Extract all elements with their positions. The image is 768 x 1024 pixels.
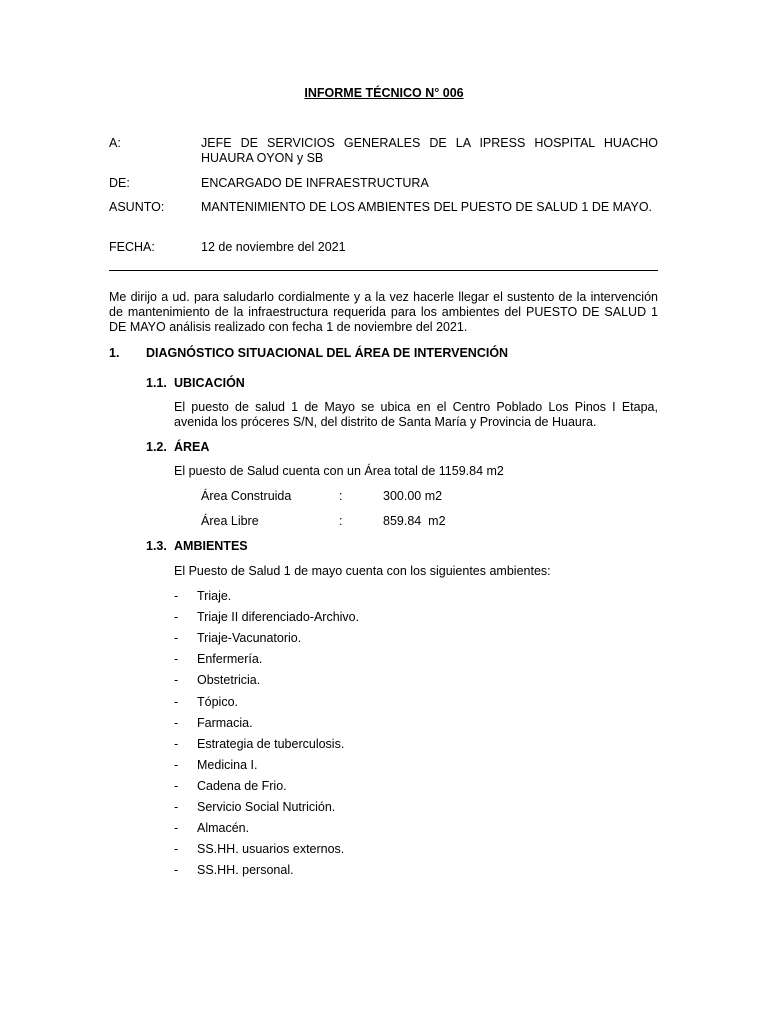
area-paragraph: El puesto de Salud cuenta con un Área total de 1159.84 m2 bbox=[174, 464, 504, 478]
list-bullet: - bbox=[174, 631, 179, 645]
header-asunto-value: MANTENIMIENTO DE LOS AMBIENTES DEL PUESTO DE SALUD 1 DE MAYO. bbox=[201, 200, 653, 214]
ambientes-paragraph: El Puesto de Salud 1 de mayo cuenta con los siguientes ambientes: bbox=[174, 564, 551, 578]
list-bullet: - bbox=[174, 863, 179, 877]
intro-paragraph: Me dirijo a ud. para saludarlo cordialmente y a la vez hacerle llegar el sustento de la intervención de mantenimiento de la infraestructura requerida para los ambientes del PUESTO DE SALUD 1 DE MAYO análisis realizado con fecha 1 de noviembre del 2021. bbox=[109, 290, 658, 334]
list-bullet: - bbox=[174, 673, 179, 687]
list-bullet: - bbox=[174, 610, 179, 624]
list-item: Tópico. bbox=[197, 695, 238, 709]
section-1-title: DIAGNÓSTICO SITUACIONAL DEL ÁREA DE INTERVENCIÓN bbox=[146, 346, 509, 360]
document-title: INFORME TÉCNICO N° 006 bbox=[304, 86, 464, 100]
list-bullet: - bbox=[174, 758, 179, 772]
header-a-label: A: bbox=[109, 136, 121, 150]
list-item: Estrategia de tuberculosis. bbox=[197, 737, 345, 751]
list-item: Triaje-Vacunatorio. bbox=[197, 631, 302, 645]
list-bullet: - bbox=[174, 800, 179, 814]
list-item: Servicio Social Nutrición. bbox=[197, 800, 336, 814]
list-item: Medicina I. bbox=[197, 758, 258, 772]
list-bullet: - bbox=[174, 821, 179, 835]
area-row-colon: : bbox=[339, 489, 343, 503]
subsection-1-1-number: 1.1. bbox=[146, 376, 167, 390]
list-item: Triaje II diferenciado-Archivo. bbox=[197, 610, 360, 624]
subsection-1-3-title: AMBIENTES bbox=[174, 539, 248, 553]
list-item: SS.HH. personal. bbox=[197, 863, 294, 877]
list-bullet: - bbox=[174, 716, 179, 730]
area-row-value: 859.84 m2 bbox=[383, 514, 446, 528]
subsection-1-2-title: ÁREA bbox=[174, 440, 210, 454]
list-item: Farmacia. bbox=[197, 716, 253, 730]
subsection-1-3-number: 1.3. bbox=[146, 539, 167, 553]
ubicacion-paragraph: El puesto de salud 1 de Mayo se ubica en el Centro Poblado Los Pinos I Etapa, avenida los próceres S/N, del distrito de Santa María y Provincia de Huaura. bbox=[174, 400, 658, 429]
list-bullet: - bbox=[174, 589, 179, 603]
header-divider bbox=[109, 270, 658, 271]
list-bullet: - bbox=[174, 779, 179, 793]
header-asunto-label: ASUNTO: bbox=[109, 200, 165, 214]
header-fecha-value: 12 de noviembre del 2021 bbox=[201, 240, 346, 254]
list-bullet: - bbox=[174, 737, 179, 751]
header-a-value: JEFE DE SERVICIOS GENERALES DE LA IPRESS HOSPITAL HUACHO HUAURA OYON y SB bbox=[201, 136, 658, 165]
area-row-colon: : bbox=[339, 514, 343, 528]
area-row-value: 300.00 m2 bbox=[383, 489, 443, 503]
area-row-name: Área Construida bbox=[201, 489, 292, 503]
list-item: Enfermería. bbox=[197, 652, 263, 666]
header-de-value: ENCARGADO DE INFRAESTRUCTURA bbox=[201, 176, 429, 190]
list-item: Triaje. bbox=[197, 589, 232, 603]
list-item: Almacén. bbox=[197, 821, 250, 835]
section-1-number: 1. bbox=[109, 346, 120, 360]
subsection-1-1-title: UBICACIÓN bbox=[174, 376, 245, 390]
list-bullet: - bbox=[174, 842, 179, 856]
header-de-label: DE: bbox=[109, 176, 130, 190]
list-item: Cadena de Frio. bbox=[197, 779, 287, 793]
list-bullet: - bbox=[174, 695, 179, 709]
header-fecha-label: FECHA: bbox=[109, 240, 155, 254]
subsection-1-2-number: 1.2. bbox=[146, 440, 167, 454]
area-row-name: Área Libre bbox=[201, 514, 259, 528]
list-bullet: - bbox=[174, 652, 179, 666]
list-item: Obstetricia. bbox=[197, 673, 261, 687]
list-item: SS.HH. usuarios externos. bbox=[197, 842, 345, 856]
